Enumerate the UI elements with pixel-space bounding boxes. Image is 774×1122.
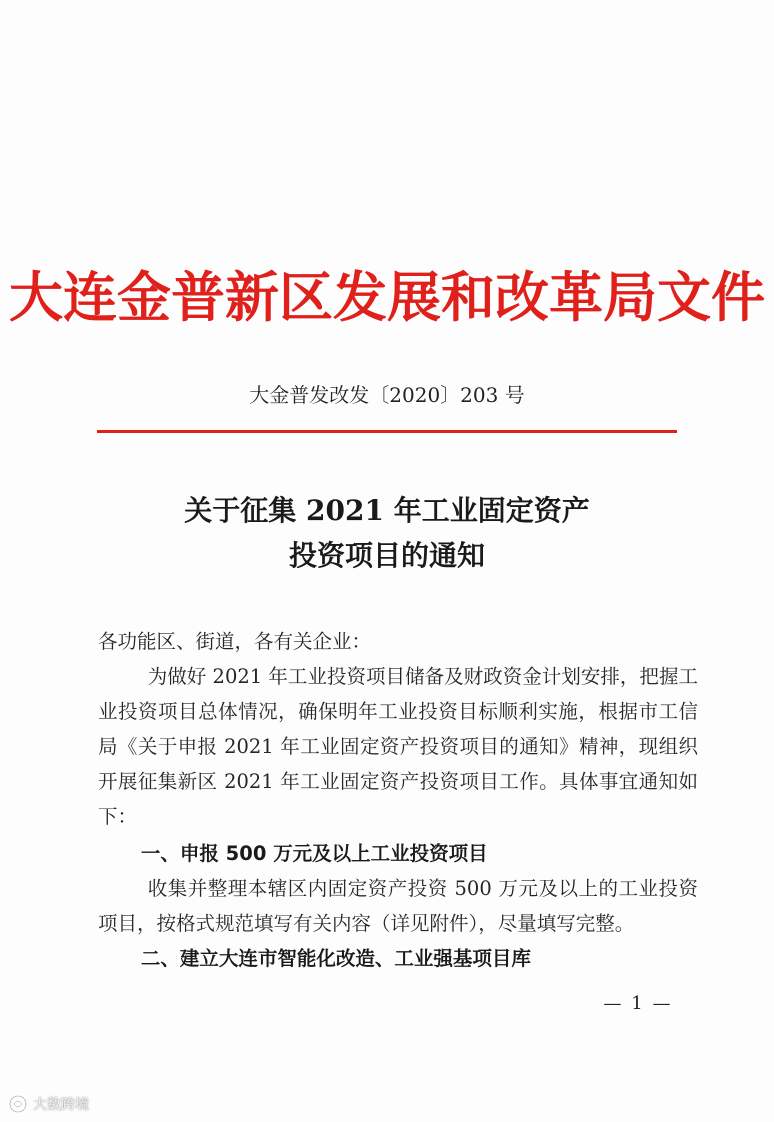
section-1-heading: 一、申报 500 万元及以上工业投资项目 [140, 842, 488, 865]
document-masthead: 大连金普新区发展和改革局文件 [9, 265, 765, 329]
document-title-line-2: 投资项目的通知 [288, 539, 485, 572]
intro-paragraph: 为做好 2021 年工业投资项目储备及财政资金计划安排，把握工业投资项目总体情况，确保明年工业投资目标顺利实施，根据市工信局《关于申报 2021 年工业固定资产投资项目的通知》精神，现组织开展征集新区 2021 年工业固定资产投资项目工作。具体事宜通知如下： [98, 665, 698, 828]
watermark [8, 1094, 89, 1114]
brand-logo-icon [8, 1094, 28, 1114]
salutation: 各功能区、街道，各有关企业： [98, 630, 372, 653]
section-2-heading: 二、建立大连市智能化改造、工业强基项目库 [140, 947, 531, 970]
document-title-line-1: 关于征集 2021 年工业固定资产 [184, 494, 590, 527]
watermark-text: 大数跨境 [33, 1097, 89, 1113]
section-1-paragraph: 收集并整理本辖区内固定资产投资 500 万元及以上的工业投资项目，按格式规范填写有关内容（详见附件），尽量填写完整。 [98, 877, 698, 935]
red-separator-line [97, 430, 677, 433]
page-number: — 1 — [603, 993, 673, 1014]
document-number: 大金普发改发〔2020〕203 号 [249, 383, 525, 407]
